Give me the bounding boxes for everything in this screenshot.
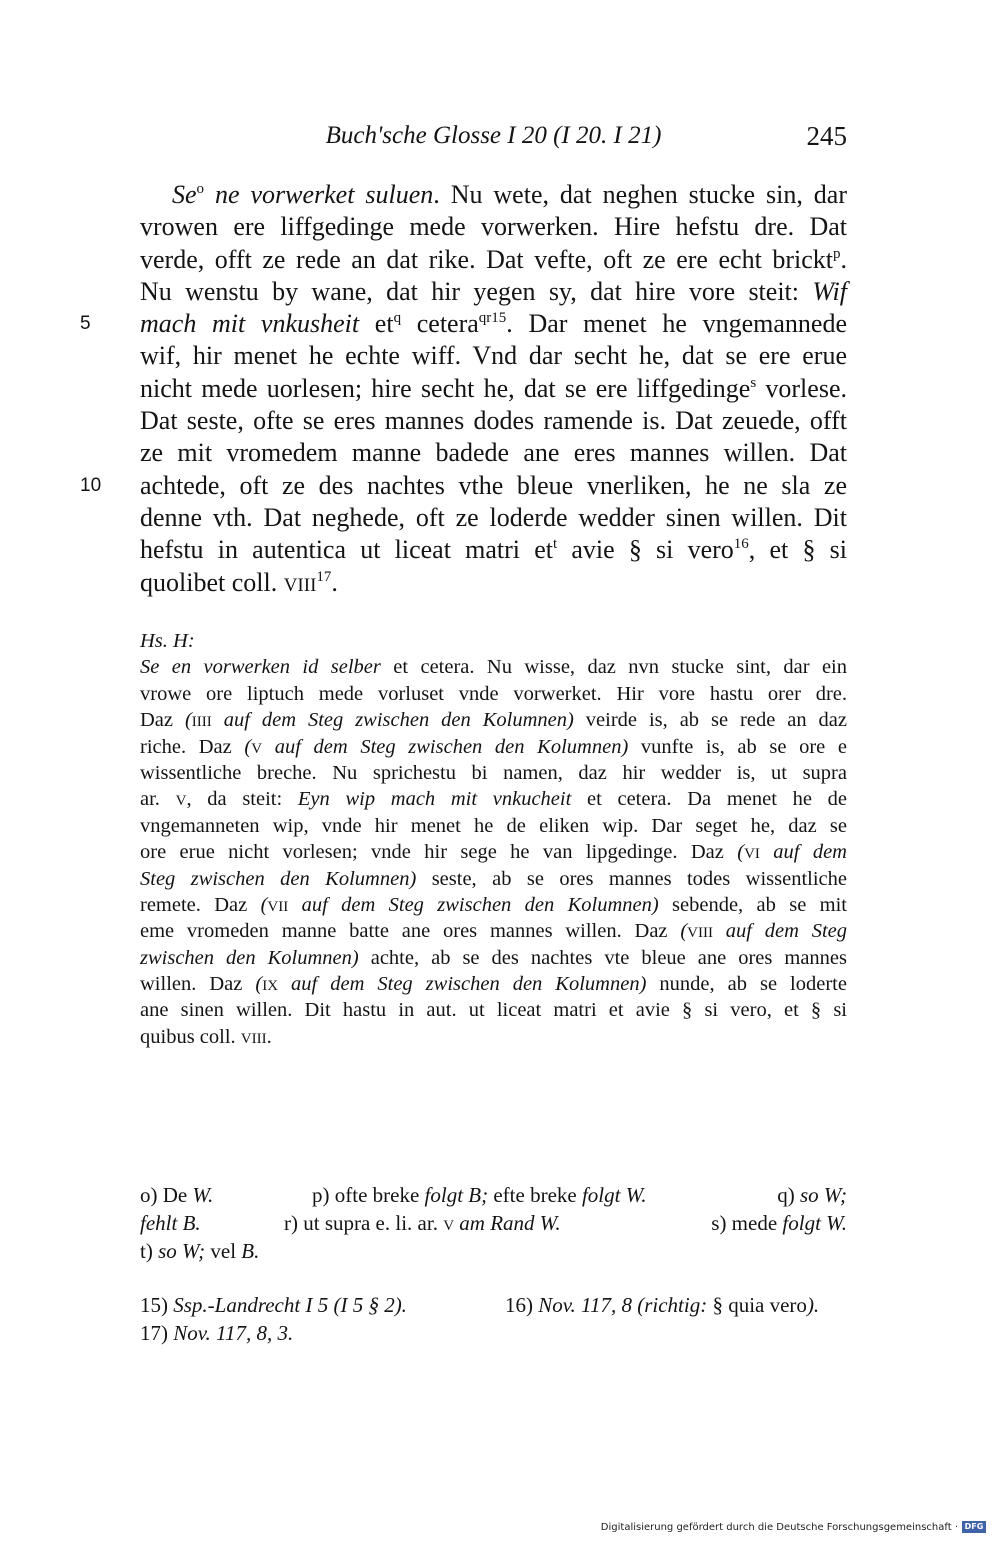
variant-text: [140, 628, 847, 1050]
footnote-marker: 17: [316, 568, 332, 585]
footnote-r: r) ut supra e. li. ar. V am Rand W.: [284, 1211, 561, 1235]
footnote-p: p) ofte breke folgt B; efte breke folgt W.: [312, 1183, 647, 1207]
footnote-q: q) so W;: [777, 1183, 847, 1207]
footnote-t: t) so W; vel B.: [140, 1239, 260, 1263]
text-line: Dat seste, ofte se eres mannes dodes ramende is. Dat zeuede, offt: [140, 406, 847, 436]
footnote-q-continued: fehlt B.: [140, 1211, 201, 1235]
variant-line: eme vromeden manne batte ane ores mannes willen. Daz (VIII auf dem Steg: [140, 920, 847, 943]
text-line: Nu wenstu by wane, dat hir yegen sy, dat hire vore steit: Wif: [140, 276, 847, 306]
text-line: ze mit vromedem manne badede ane eres mannes willen. Dat: [140, 438, 847, 468]
variant-line: riche. Daz (V auf dem Steg zwischen den Kolumnen) vunfte is, ab se ore e: [140, 735, 847, 758]
footnote-o: o) De W.: [140, 1183, 214, 1207]
reference-footnotes: [140, 1291, 847, 1347]
text-line: 10 achtede, oft ze des nachtes vthe bleue vnerliken, he ne sla ze: [140, 470, 847, 502]
dfg-logo: DFG: [962, 1521, 986, 1533]
reference-16: 16) Nov. 117, 8 (richtig: § quia vero).: [505, 1293, 820, 1317]
line-number: 10: [80, 474, 102, 496]
variant-line: zwischen den Kolumnen) achte, ab se des nachtes vte bleue ane ores mannes: [140, 946, 847, 969]
footnote-marker: p: [833, 245, 841, 262]
variant-line: ore erue nicht vorlesen; vnde hir sege he van lipgedinge. Daz (VI auf dem: [140, 841, 847, 864]
footnote-marker: s: [750, 374, 757, 391]
variant-line: wissentliche breche. Nu sprichestu bi namen, daz hir wedder is, ut supra: [140, 761, 847, 784]
variant-line: willen. Daz (IX auf dem Steg zwischen den Kolumnen) nunde, ab se loderte: [140, 973, 847, 996]
page-header: [140, 120, 847, 156]
text-line: 5 mach mit vnkusheit $et^q$ cetera$^{qr15}$. Dar menet he vngemannede: [140, 308, 847, 340]
reference-17: 17) Nov. 117, 8, 3.: [140, 1321, 294, 1345]
footnote-marker: t: [552, 536, 558, 553]
variant-label: Hs. H:: [140, 630, 195, 652]
running-head: Buch'sche Glosse I 20 (I 20. I 21): [325, 122, 662, 149]
footnote-marker: qr15: [478, 310, 507, 327]
footnote-marker: 16: [733, 536, 749, 553]
text-line: vrowen ere liffgedinge mede vorwerken. Hire hefstu dre. Dat: [140, 212, 847, 242]
footnote-line: [140, 1319, 847, 1347]
line-number: 5: [80, 313, 91, 335]
variant-line: Daz (IIII auf dem Steg zwischen den Kolumnen) veirde is, ab se rede an daz: [140, 709, 847, 732]
variant-line: vngemanneten wip, vnde hir menet he de eliken wip. Dar seget he, daz se: [140, 814, 847, 837]
main-text: [80, 179, 848, 599]
variant-line: ar. V, da steit: Eyn wip mach mit vnkucheit et cetera. Da menet he de: [140, 788, 847, 811]
text-line: wif, hir menet he echte wiff. Vnd dar secht he, dat se ere erue: [140, 341, 847, 371]
text-line: nicht mede uorlesen; hire secht he, dat se ere liffgedinge$^s$ vorlese.: [140, 373, 847, 403]
page-number: 245: [806, 121, 847, 151]
variant-line: quibus coll. VIII.: [140, 1025, 272, 1048]
footnote-marker: o: [196, 181, 205, 197]
text-line: Se$^o$ ne vorwerket suluen. Nu wete, dat neghen stucke sin, dar: [172, 180, 847, 209]
variant-line: vrowe ore liptuch mede vorluset vnde vorwerket. Hir vore hastu orer dre.: [140, 682, 847, 705]
variant-line: remete. Daz (VII auf dem Steg zwischen den Kolumnen) sebende, ab se mit: [140, 893, 847, 916]
footnote-line: [140, 1237, 847, 1265]
funder-text: Digitalisierung gefördert durch die Deutsche Forschungsgemeinschaft ·: [600, 1521, 958, 1533]
variant-line: ane sinen willen. Dit hastu in aut. ut liceat matri et avie § si vero, et § si: [140, 999, 847, 1022]
text-line: quolibet coll. VIII$^{17}$.: [140, 567, 338, 597]
text-line: denne vth. Dat neghede, oft ze loderde wedder sinen willen. Dit: [140, 502, 847, 532]
text-line: verde, offt ze rede an dat rike. Dat vefte, oft ze ere echt brickt$^p$.: [140, 244, 847, 274]
variant-line: Steg zwischen den Kolumnen) seste, ab se ores mannes todes wissentliche: [140, 867, 847, 890]
variant-line: Se en vorwerken id selber et cetera. Nu wisse, daz nvn stucke sint, dar ein: [140, 656, 847, 679]
footnote-s: s) mede folgt W.: [711, 1211, 847, 1235]
footnote-line: [140, 1209, 847, 1237]
footnote-line: [140, 1181, 847, 1209]
reference-15: 15) Ssp.-Landrecht I 5 (I 5 § 2).: [140, 1293, 407, 1317]
funder-credit: [601, 1520, 986, 1534]
text-line: hefstu in autentica ut liceat matri $et^t$ avie § si vero$^{16}$, et § si: [140, 535, 848, 565]
footnote-marker: q: [393, 310, 402, 327]
apparatus-footnotes: [140, 1181, 847, 1265]
footnote-line: [140, 1291, 847, 1319]
